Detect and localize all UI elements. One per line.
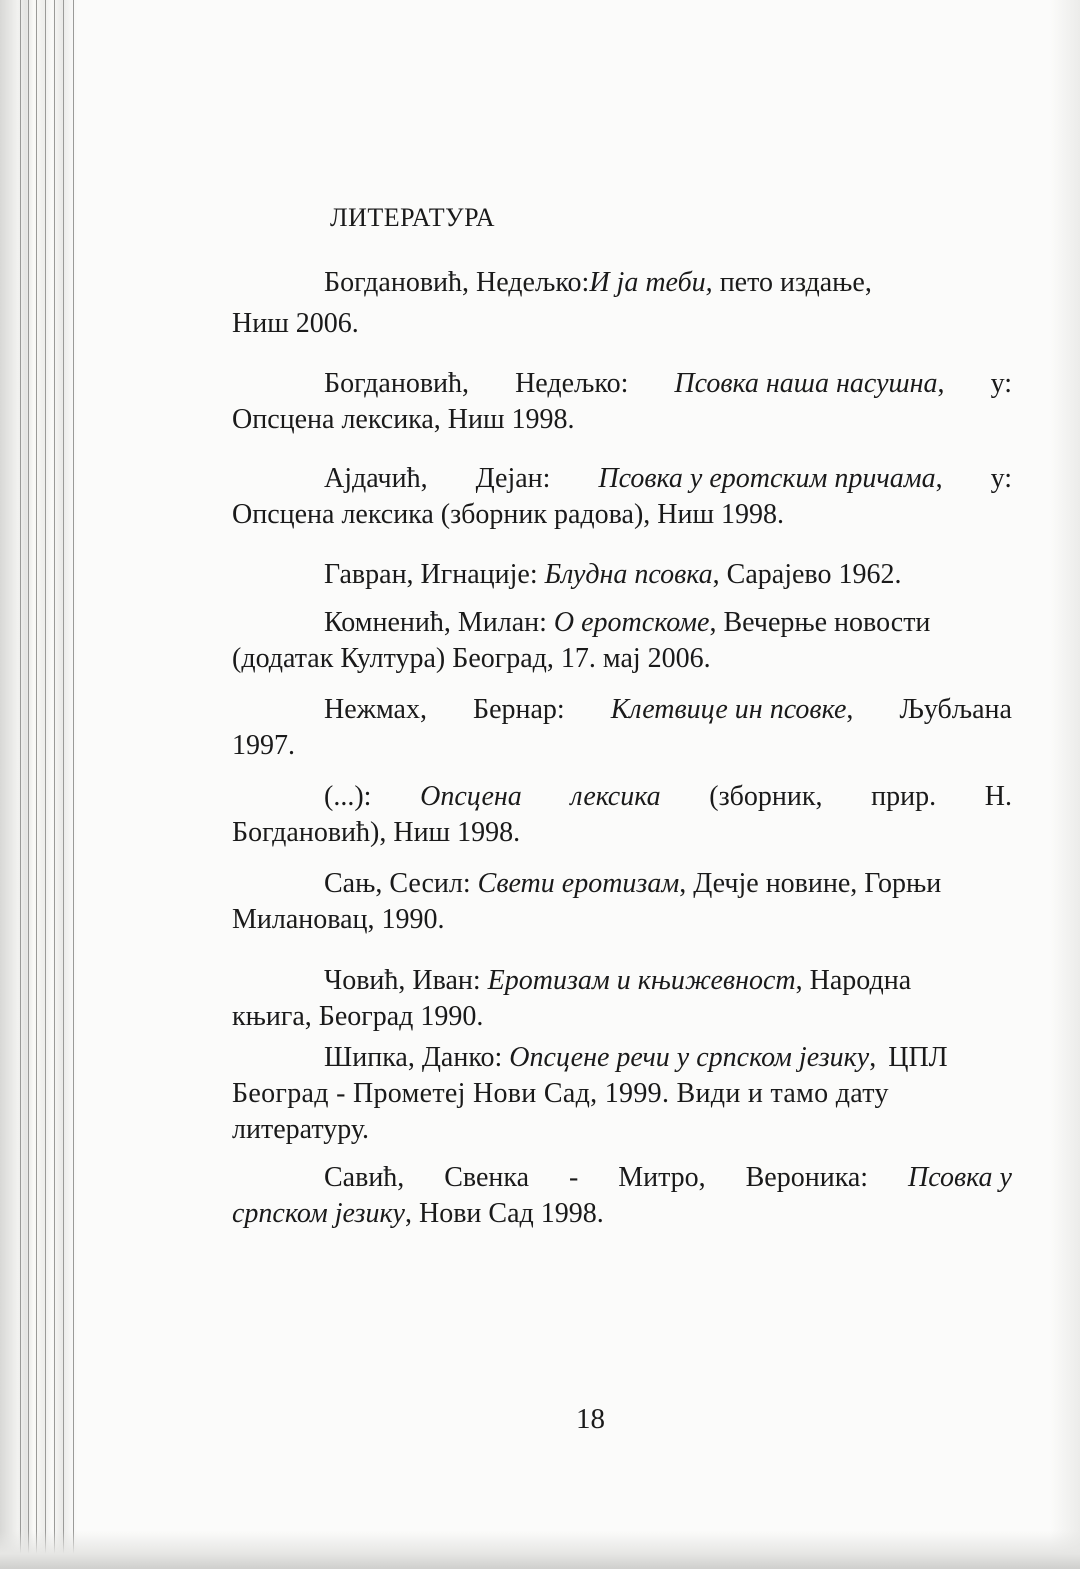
entry-author: Човић, Иван: — [324, 965, 488, 996]
entry-author: (...): — [324, 781, 372, 812]
entry-author: Вероника: — [745, 1162, 869, 1193]
entry-punctuation: , — [937, 368, 945, 399]
entry-title: И ја теби, — [589, 267, 713, 298]
entry-title: Псовка у — [908, 1162, 1012, 1193]
entry-title: лексика — [570, 781, 661, 812]
entry-line — [232, 963, 1012, 999]
entry-author: Бернар: — [473, 694, 565, 725]
bibliography-entry — [232, 265, 1012, 342]
entry-publication: (зборник, — [709, 781, 823, 812]
entry-publication: Љубљана — [899, 694, 1012, 725]
entry-line — [232, 557, 1012, 593]
page-number: 18 — [576, 1403, 605, 1435]
entry-publication: , Народна — [795, 965, 912, 996]
entry-title: Еротизам и књижевност — [487, 965, 796, 996]
entry-publication: Опсцена лексика, Ниш 1998. — [232, 404, 575, 435]
entry-author: Дејан: — [475, 463, 551, 494]
entry-line — [232, 265, 1012, 301]
entry-title: Псовка наша насушна — [674, 368, 938, 399]
entry-publication: Опсцена лексика (зборник радова), Ниш 1998. — [232, 499, 785, 530]
entry-title: Псовка у еротским причама — [598, 463, 936, 494]
entry-line — [232, 605, 1012, 641]
entry-author: Свенка — [444, 1162, 530, 1193]
entry-publication: Ниш 2006. — [232, 308, 359, 339]
entry-line — [232, 1040, 1012, 1076]
entry-title: Блудна псовка — [544, 559, 713, 590]
entry-title: Опсцене речи у српском језику — [509, 1042, 870, 1073]
entry-publication: 1997. — [232, 730, 295, 761]
entry-line — [232, 866, 1012, 902]
entry-line — [232, 461, 1012, 497]
entry-publication: (додатак Култура) Београд, 17. мај 2006. — [232, 643, 711, 674]
bibliography-entry — [232, 779, 1012, 851]
entry-author: Гавран, Игнације: — [324, 559, 545, 590]
entry-line — [232, 1160, 1012, 1196]
bibliography-entry — [232, 557, 1012, 593]
entry-publication: , Вечерње новости — [709, 607, 931, 638]
bibliography-entry — [232, 963, 1012, 1035]
entry-author: Савић, — [324, 1162, 405, 1193]
entry-punctuation: , — [935, 463, 943, 494]
bibliography-entry — [232, 1040, 1012, 1148]
page-heading: ЛИТЕРАТУРА — [330, 203, 495, 232]
entry-title: српском језику — [232, 1198, 405, 1229]
entry-publication: , Дечје новине, Горњи — [679, 868, 942, 899]
entry-publication: , Нови Сад 1998. — [404, 1198, 604, 1229]
bibliography-entry — [232, 1160, 1012, 1232]
entry-title: Клетвице ин псовке — [610, 694, 847, 725]
entry-line — [232, 1196, 1012, 1232]
entry-publication: пето издање, — [712, 267, 872, 298]
entry-publication: Милановац, 1990. — [232, 904, 445, 935]
entry-author: - — [568, 1162, 579, 1193]
entry-author: Ајдачић, — [324, 463, 428, 494]
entry-author: Комненић, Милан: — [324, 607, 554, 638]
bibliography-entry — [232, 692, 1012, 764]
entry-line — [232, 779, 1012, 815]
entry-publication: књига, Београд 1990. — [232, 1001, 484, 1032]
bibliography-entry — [232, 366, 1012, 438]
entry-line — [232, 366, 1012, 402]
entry-author: Сањ, Сесил: — [324, 868, 478, 899]
entry-publication: ЦПЛ — [888, 1042, 948, 1073]
entry-author: Недељко: — [515, 368, 629, 399]
entry-author: Богдановић, — [324, 368, 470, 399]
entry-publication: Богдановић), Ниш 1998. — [232, 817, 521, 848]
entry-title: О еротскоме — [553, 607, 710, 638]
bibliography-entry — [232, 605, 1012, 677]
entry-publication: , Сарајево 1962. — [712, 559, 902, 590]
entry-author: Нежмах, — [324, 694, 427, 725]
entry-author: Богдановић, Недељко: — [324, 267, 590, 298]
entry-publication: Н. — [984, 781, 1012, 812]
entry-publication: у: — [990, 463, 1012, 494]
entry-publication: Београд - Прометеј Нови Сад, 1999. Види и тамо дату — [232, 1078, 889, 1109]
entry-punctuation: , — [869, 1042, 877, 1073]
entry-publication: прир. — [871, 781, 937, 812]
entry-author: Шипка, Данко: — [324, 1042, 510, 1073]
entry-author: Митро, — [618, 1162, 706, 1193]
entry-title: Опсцена — [420, 781, 522, 812]
entry-title: Свети еротизам — [477, 868, 680, 899]
bibliography-entry — [232, 461, 1012, 533]
entry-publication: у: — [990, 368, 1012, 399]
entry-publication: литературу. — [232, 1114, 370, 1145]
bibliography-entry — [232, 866, 1012, 938]
entry-punctuation: , — [846, 694, 854, 725]
entry-line — [232, 692, 1012, 728]
